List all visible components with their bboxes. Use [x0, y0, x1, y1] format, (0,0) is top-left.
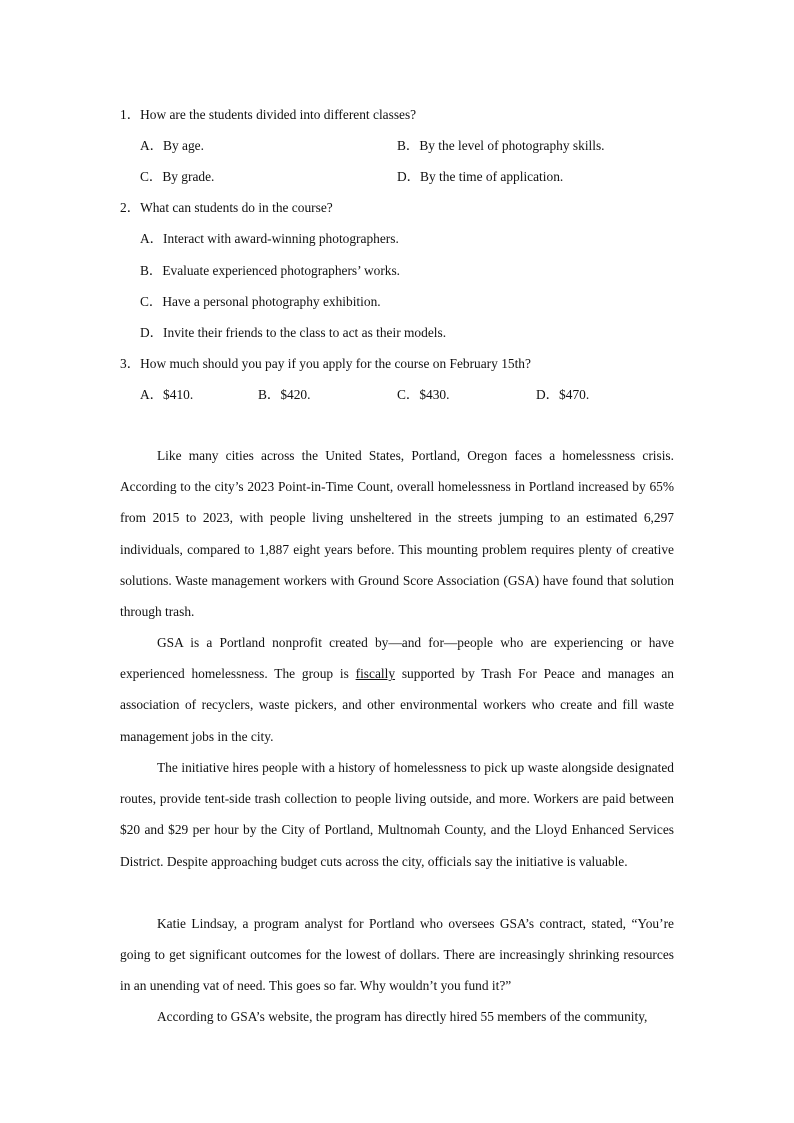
question-1-option-b: B．By the level of photography skills. — [397, 138, 605, 153]
underlined-word-fiscally: fiscally — [355, 666, 396, 682]
question-2-option-d: D．Invite their friends to the class to act as their models. — [140, 325, 447, 340]
passage-paragraph-1: Like many cities across the United States, Portland, Oregon faces a homelessness crisis. According to the city’s 2023 Point-in-Time Count, overall homelessness in Portland increased by 65% from 2015 to 2023, with people living unsheltered in the streets jumping to an estimated 6,297 individuals, compared to 1,887 eight years before. This mounting problem requires plenty of creative solutions. Waste management workers with Ground Score Association (GSA) have found that solution through trash. — [120, 448, 674, 620]
question-3-option-a: A．$410. — [140, 387, 194, 402]
question-1-option-d: D．By the time of application. — [397, 169, 564, 184]
question-2-option-c: C．Have a personal photography exhibition. — [140, 294, 381, 309]
passage-paragraph-2 — [120, 627, 674, 752]
question-3-stem: 3．How much should you pay if you apply for the course on February 15th? — [120, 356, 531, 371]
question-2-stem: 2．What can students do in the course? — [120, 200, 333, 215]
question-2-option-b: B．Evaluate experienced photographers’ works. — [140, 263, 401, 278]
question-1-option-c: C．By grade. — [140, 169, 215, 184]
passage-paragraph-3: The initiative hires people with a history of homelessness to pick up waste alongside designated routes, provide tent-side trash collection to people living outside, and more. Workers are paid between $20 and $29 per hour by the City of Portland, Multnomah County, and the Lloyd Enhanced Services District. Despite approaching budget cuts across the city, officials say the initiative is valuable. — [120, 760, 674, 869]
passage-paragraph-2-before: GSA is a Portland nonprofit created by—and for—people who are experiencing or have experienced homelessness. The group is — [120, 635, 674, 682]
question-3-option-b: B．$420. — [258, 387, 311, 402]
passage-paragraph-5: According to GSA’s website, the program has directly hired 55 members of the community, — [157, 1009, 648, 1024]
question-2-option-a: A．Interact with award-winning photographers. — [140, 231, 399, 246]
question-3-option-d: D．$470. — [536, 387, 590, 402]
question-1-stem: 1．How are the students divided into different classes? — [120, 107, 417, 122]
question-1-option-a: A．By age. — [140, 138, 204, 153]
passage-paragraph-2-after: supported by Trash For Peace and manages an association of recyclers, waste pickers, and other environmental workers who create and fill waste management jobs in the city. — [120, 666, 674, 744]
question-3-option-c: C．$430. — [397, 387, 450, 402]
passage-paragraph-4: Katie Lindsay, a program analyst for Portland who oversees GSA’s contract, stated, “You’re going to get significant outcomes for the lowest of dollars. There are increasingly shrinking resources in an unending vat of need. This goes so far. Why wouldn’t you fund it?” — [120, 916, 674, 994]
